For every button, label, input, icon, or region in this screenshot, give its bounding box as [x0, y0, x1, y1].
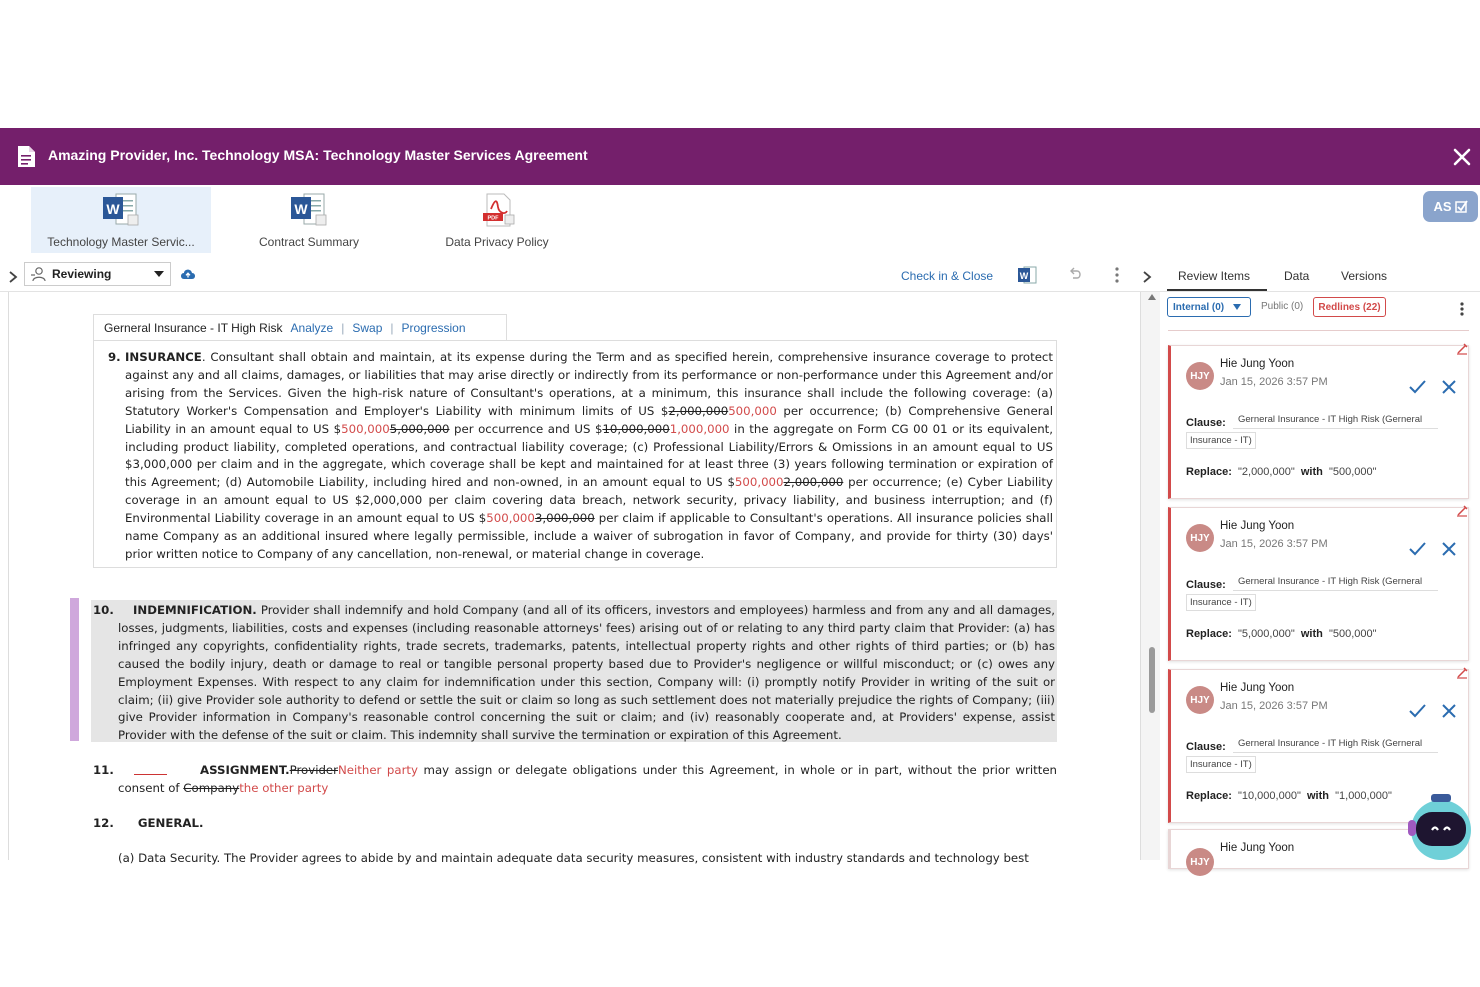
section-heading: INDEMNIFICATION.	[133, 603, 257, 617]
clause-header	[93, 314, 507, 340]
scroll-up-icon[interactable]	[1148, 294, 1156, 300]
avatar: HJY	[1186, 686, 1214, 714]
tab-review-items[interactable]: Review Items	[1178, 269, 1251, 283]
clause-general[interactable]	[93, 816, 203, 830]
tab-data[interactable]: Data	[1284, 269, 1310, 283]
undo-icon[interactable]	[1068, 267, 1082, 281]
redline-insertion: 500,000	[734, 475, 784, 490]
replace-from: "10,000,000"	[1237, 790, 1301, 802]
clause-value: Gerneral Insurance - IT High Risk (Gerneral	[1233, 735, 1438, 753]
reviewer-icon	[30, 266, 46, 282]
clause-value-cont: Insurance - IT)	[1186, 432, 1256, 449]
app-window	[0, 128, 1480, 868]
with-label: with	[1300, 628, 1323, 640]
internal-filter-dropdown[interactable]	[1167, 297, 1251, 317]
edit-icon[interactable]	[1456, 505, 1468, 517]
close-icon[interactable]	[1452, 147, 1472, 167]
clause-value: Gerneral Insurance - IT High Risk (Gerneral	[1233, 573, 1438, 591]
svg-text:W: W	[106, 201, 120, 217]
progression-link[interactable]: Progression	[401, 320, 466, 335]
avatar: HJY	[1186, 362, 1214, 390]
replace-label: Replace:	[1186, 466, 1232, 478]
chevron-down-icon	[1233, 304, 1241, 310]
edit-icon[interactable]	[1456, 343, 1468, 355]
redline-insertion: 500,000	[341, 421, 390, 436]
replace-to: "500,000"	[1328, 466, 1377, 478]
text-run: . Consultant shall obtain and maintain, at its expense during the Term and as specified herein, comprehensive insurance coverage to protect against any and all claims, damages, or liabilities that may arise directly or indirectly from its performance or non-performance under this Agreement and/or arising from the Services. Given the high-risk nature of Consultant's operations, at a minimum, this insurance shall include the following coverage: (a) Statutory Worker's Compensation and Employer's Liability with minimum limits of US $	[125, 350, 1053, 418]
replace-label: Replace:	[1186, 628, 1232, 640]
redline-deletion: 10,000,000	[602, 421, 670, 436]
text-run: in the aggregate on Form CG 00 01 or its equivalent, including product liability, completed operations, and contractual liability coverage; (c) Professional Liability/Errors & Omissions in an amount equal to US $3,000,000 per claim and in the aggregate, which coverage shall be kept and maintained for at least three (3) years following termination or expiration of this Agreement; (d) Automobile Liability, including hired and non-owned, in an amount equal to US $	[125, 421, 1054, 490]
reviewer-name: Hie Jung Yoon	[1220, 358, 1295, 370]
separator: |	[341, 320, 345, 335]
clause-name: Gerneral Insurance - IT High Risk	[104, 320, 283, 335]
public-filter[interactable]: Public (0)	[1261, 301, 1304, 312]
file-tab-label: Technology Master Servic...	[47, 235, 195, 249]
file-tab-label: Contract Summary	[258, 235, 360, 249]
section-text	[118, 602, 1055, 745]
file-tab-technology-msa[interactable]	[31, 187, 211, 253]
section-number: 11.	[93, 763, 114, 777]
clause-insurance[interactable]	[93, 340, 1057, 568]
redline-insertion: 500,000	[728, 403, 777, 418]
timestamp: Jan 15, 2026 3:57 PM	[1220, 376, 1328, 388]
file-tab-data-privacy[interactable]	[408, 187, 586, 253]
document-pane	[8, 292, 1140, 865]
text-run: per occurrence; (b) Comprehensive General Liability in an amount equal to US $	[125, 403, 1053, 436]
check-in-close-button[interactable]: Check in & Close	[901, 269, 994, 283]
clause-label: Clause:	[1186, 579, 1226, 591]
reject-close-icon[interactable]	[1441, 379, 1457, 395]
word-doc-icon	[290, 193, 328, 227]
replace-to: "1,000,000"	[1335, 790, 1392, 802]
separator: |	[390, 320, 394, 335]
clause-value-cont: Insurance - IT)	[1186, 756, 1256, 773]
redline-insertion: the other party	[239, 780, 329, 795]
redline-deletion: 2,000,000	[783, 475, 844, 490]
svg-text:W: W	[294, 201, 308, 217]
redline-deletion: 3,000,000	[534, 511, 595, 526]
chevron-down-icon	[154, 271, 164, 277]
title-bar	[0, 128, 1480, 185]
cloud-upload-icon[interactable]	[180, 268, 196, 280]
window-title: Amazing Provider, Inc. Technology MSA: Technology Master Services Agreement	[48, 147, 588, 163]
svg-text:W: W	[1019, 271, 1029, 281]
analyze-link[interactable]: Analyze	[290, 320, 334, 335]
section-text	[118, 762, 1057, 798]
filter-label: Internal (0)	[1173, 301, 1225, 313]
section-number: 10.	[93, 603, 114, 617]
text-run: Provider shall indemnify and hold Company (and all of its officers, investors and employees) harmless and from any and all damages, losses, judgments, liabilities, costs and expenses (including reasonable attorneys' fees) arising out of or relating to any third party claim that Provider: (a) has infringed any copyrights, confidentiality rights, trade secrets, trademarks, patents, intellectual property rights and other rights of third parties; or (b) has caused the bodily injury, death or damage to real or tangible personal property based due to Provider's negligence or willful misconduct; or (c) owes any Employment Expenses. With respect to any claim for indemnification under this section, Company will: (i) promptly notify Provider in writing of the suit or claim; (ii) give Provider sole authority to defend or settle the suit or claim so long as such settlement does not materially prejudice the rights of Company; (iii) give Provider information in Company's reasonable control concerning the suit or claim; and (iv) reasonably cooperate and, at Providers' expense, assist Provider with the defense of the suit or claim. This indemnity shall survive the termination or expiration of this Agreement.	[118, 603, 1055, 743]
section-heading: INSURANCE	[125, 350, 202, 364]
review-card[interactable]	[1168, 507, 1469, 661]
section-heading: GENERAL.	[137, 816, 204, 830]
avatar: HJY	[1186, 848, 1214, 876]
timestamp: Jan 15, 2026 3:57 PM	[1220, 700, 1328, 712]
redline-deletion: 2,000,000	[668, 403, 729, 418]
chevron-right-icon[interactable]	[1142, 271, 1152, 283]
toolbar	[0, 258, 1480, 292]
redline-deletion: 5,000,000	[389, 421, 450, 436]
accept-check-icon[interactable]	[1408, 541, 1426, 557]
reject-close-icon[interactable]	[1441, 703, 1457, 719]
avatar: HJY	[1186, 524, 1214, 552]
clause-indemnification[interactable]	[91, 600, 1057, 742]
redlines-filter[interactable]: Redlines (22)	[1313, 297, 1386, 317]
document-icon	[17, 145, 36, 168]
tab-versions[interactable]: Versions	[1341, 269, 1388, 283]
edit-icon[interactable]	[1456, 667, 1468, 679]
text-run: per claim if applicable to Consultant's operations. All insurance policies shall name Company as an additional insured where legally permissible, include a waiver of subrogation in favor of Company, and provide for thirty (30) days' prior written notice to Company of any cancellation, non-renewal, or material change in coverage.	[125, 511, 1054, 561]
with-label: with	[1300, 466, 1323, 478]
replace-to: "500,000"	[1328, 628, 1377, 640]
more-vertical-icon[interactable]	[1114, 266, 1120, 284]
word-doc-icon	[102, 193, 140, 227]
text-run: per occurrence and US $	[449, 421, 603, 436]
redline-insertion: 500,000	[486, 511, 535, 526]
status-value: Reviewing	[52, 267, 112, 281]
section-text	[125, 349, 1053, 564]
section-heading: ASSIGNMENT.	[200, 763, 290, 777]
replace-from: "5,000,000"	[1237, 628, 1295, 640]
accept-check-icon[interactable]	[1408, 379, 1426, 395]
with-label: with	[1306, 790, 1329, 802]
chevron-right-icon[interactable]	[8, 271, 18, 283]
more-vertical-icon[interactable]	[1459, 301, 1465, 317]
reviewer-name: Hie Jung Yoon	[1220, 682, 1295, 694]
swap-link[interactable]: Swap	[352, 320, 383, 335]
text-run: per occurrence; (e) Cyber Liability coverage in an amount equal to US $2,000,000 per claim covering data breach, network security, privacy liability, and business interruption; and (f) Environmental Liability coverage in an amount equal to US $	[125, 475, 1053, 526]
reviewer-name: Hie Jung Yoon	[1220, 520, 1295, 532]
replace-line	[1186, 466, 1377, 478]
section-number: 9.	[108, 350, 121, 364]
timestamp: Jan 15, 2026 3:57 PM	[1220, 538, 1328, 550]
review-card[interactable]	[1168, 345, 1469, 499]
panel-scrollbar[interactable]	[1148, 292, 1156, 860]
clause-value-cont: Insurance - IT)	[1186, 594, 1256, 611]
scrollbar-thumb[interactable]	[1149, 647, 1155, 713]
filter-bar	[1160, 292, 1480, 332]
clause-label: Clause:	[1186, 741, 1226, 753]
card-stack-edge	[1168, 328, 1469, 331]
clause-label: Clause:	[1186, 417, 1226, 429]
user-menu-button[interactable]	[1423, 191, 1478, 222]
review-panel	[1160, 292, 1480, 868]
user-initials: AS	[1433, 199, 1452, 214]
replace-line	[1186, 790, 1392, 802]
assistant-bot-icon[interactable]	[1404, 790, 1478, 862]
replace-label: Replace:	[1186, 790, 1232, 802]
redline-deletion: Provider	[289, 763, 338, 777]
replace-line	[1186, 628, 1377, 640]
svg-text:PDF: PDF	[487, 215, 499, 222]
section-number: 12.	[93, 816, 114, 830]
reject-close-icon[interactable]	[1441, 541, 1457, 557]
clause-value: Gerneral Insurance - IT High Risk (Gerneral	[1233, 411, 1438, 429]
edit-check-icon	[1455, 200, 1468, 213]
status-dropdown[interactable]	[24, 262, 171, 286]
redline-deletion: Company	[183, 780, 240, 795]
change-bar	[70, 598, 79, 741]
word-export-icon[interactable]	[1017, 265, 1037, 285]
redline-insertion: Neither party	[337, 763, 418, 777]
replace-from: "2,000,000"	[1237, 466, 1295, 478]
active-tab-indicator	[1167, 289, 1267, 291]
subsection-data-security: (a) Data Security. The Provider agrees to abide by and maintain adequate data security measures, consistent with industry standards and technology best	[118, 851, 1029, 865]
accept-check-icon[interactable]	[1408, 703, 1426, 719]
reviewer-name: Hie Jung Yoon	[1220, 842, 1295, 854]
file-tab-label: Data Privacy Policy	[445, 235, 549, 249]
pdf-doc-icon	[478, 193, 516, 227]
file-tab-contract-summary[interactable]	[220, 187, 398, 253]
text-run: may assign or delegate obligations under this Agreement, in whole or in part, without the prior written consent of	[118, 763, 1057, 795]
redline-insertion: 1,000,000	[669, 421, 730, 436]
